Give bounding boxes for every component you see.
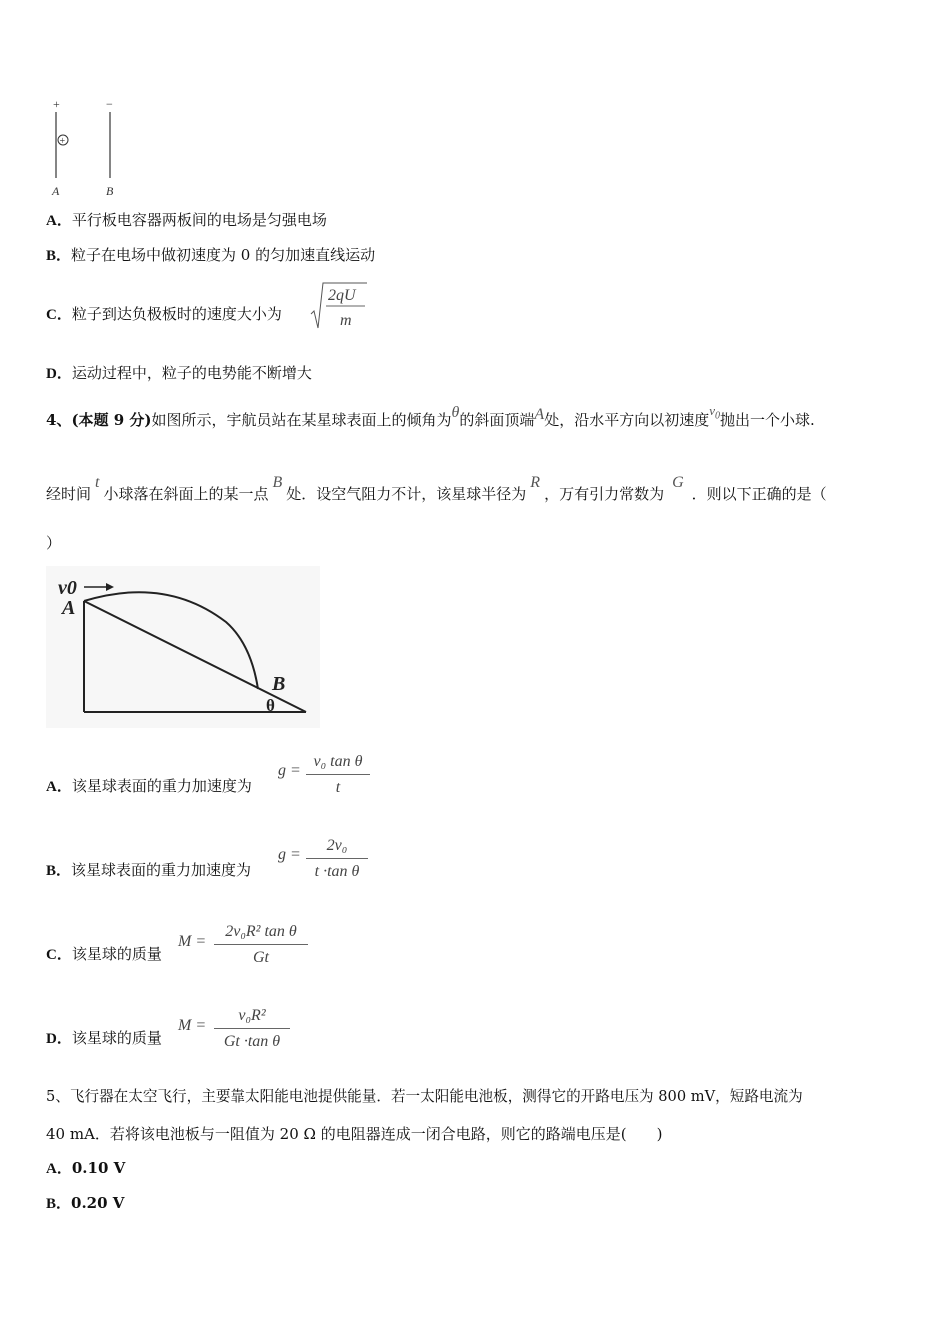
option-text: 平行板电容器两板间的电场是匀强电场 [71, 211, 327, 229]
option-letter: C． [46, 307, 72, 323]
formula-c: 2v₀R² tan θ Gt [214, 922, 308, 968]
q5-stem-line1: 5、飞行器在太空飞行，主要靠太阳能电池提供能量．若一太阳能电池板，测得它的开路电压为 800 mV，短路电流为 [46, 1088, 803, 1105]
option-text: 粒子在电场中做初速度为 0 的匀加速直线运动 [71, 246, 376, 264]
q5-option-a[interactable]: A．0.10 V [46, 1159, 126, 1177]
slope-figure [46, 566, 320, 728]
label-a: A [52, 184, 60, 198]
q3-option-d[interactable] [46, 363, 312, 384]
formula-b: 2v₀ t ·tan θ [306, 836, 368, 882]
sqrt-numerator: 2qU [328, 287, 356, 304]
q3-option-b[interactable] [46, 245, 375, 266]
point-b-label: B [272, 673, 286, 695]
q5-stem-line2: 40 mA．若将该电池板与一阻值为 20 Ω 的电阻器连成一闭合电路，则它的路端电压是( ) [46, 1125, 663, 1143]
theta-label: θ [266, 696, 275, 715]
v0-label: v0 [58, 577, 77, 599]
sqrt-formula [310, 280, 368, 332]
option-letter: D． [46, 366, 72, 382]
option-letter: A． [46, 213, 72, 229]
q4-option-d[interactable]: D．该星球的质量 [46, 1029, 162, 1047]
q4-stem-line3: ） [46, 534, 62, 552]
q5-option-b[interactable]: B．0.20 V [46, 1194, 125, 1212]
capacitor-figure [44, 96, 124, 200]
q4-option-b[interactable]: B．该星球表面的重力加速度为 [46, 861, 252, 879]
q3-option-a[interactable] [46, 210, 327, 231]
sqrt-denominator: m [340, 312, 352, 329]
formula-a-lhs: g = [278, 762, 301, 779]
minus-sign: − [106, 97, 113, 111]
particle-sign: + [59, 136, 66, 147]
point-a-label: A [62, 597, 76, 619]
formula-b-lhs: g = [278, 846, 301, 863]
q4-stem-line1: 4、(本题 9 分)如图所示，宇航员站在某星球表面上的倾角为θ的斜面顶端A处，沿水平方向以初速度$v_0$抛出一个小球. [46, 403, 815, 429]
q4-option-c[interactable]: C．该星球的质量 [46, 945, 162, 963]
option-text: 粒子到达负极板时的速度大小为 [71, 305, 282, 323]
formula-d: v₀R² Gt ·tan θ [214, 1006, 290, 1052]
q3-option-c[interactable] [46, 304, 282, 325]
option-letter: B． [46, 248, 72, 264]
plus-sign: + [53, 97, 60, 111]
option-text: 运动过程中，粒子的电势能不断增大 [71, 364, 312, 382]
formula-c-lhs: M = [178, 933, 207, 950]
label-b: B [106, 184, 114, 198]
q4-stem-line2: 经时间t小球落在斜面上的某一点B处．设空气阻力不计，该星球半径为R，万有引力常数为G．则以下正确的是（ [46, 474, 827, 503]
formula-a: v₀ tan θ t [306, 752, 370, 798]
q4-option-a[interactable]: A．该星球表面的重力加速度为 [46, 777, 252, 795]
formula-d-lhs: M = [178, 1017, 207, 1034]
